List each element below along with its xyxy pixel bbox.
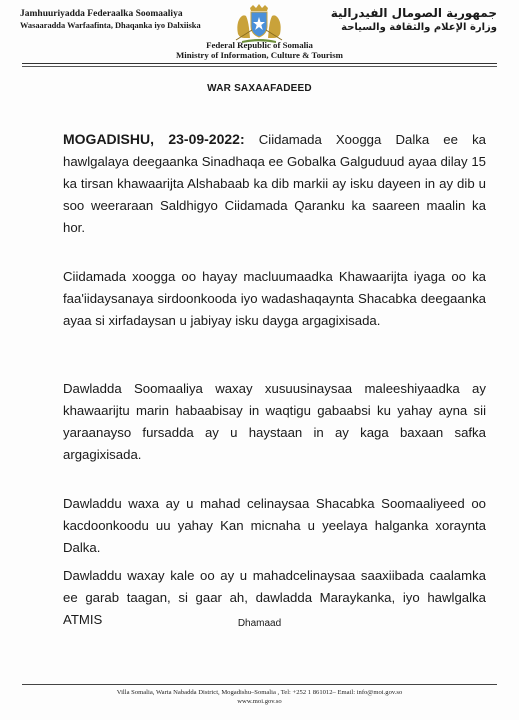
paragraph-2: Ciidamada xoogga oo hayay macluumaadka Khawaarijta iyaga oo ka faa'iidaysanaya sirdoonkooda iyo wadashaqaynta Shacabka deegaanka ayaa si xirfadaysan u jabiyay isku dayga argagixisada. <box>63 269 486 328</box>
letterhead-arabic <box>297 6 497 34</box>
letterhead-somali <box>20 8 220 31</box>
letterhead-english <box>0 40 519 60</box>
header-divider <box>22 63 497 64</box>
header-divider-thin <box>22 66 497 67</box>
letterhead-english-line1: Federal Republic of Somalia <box>206 40 313 50</box>
letterhead-arabic-line1: جمهورية الصومال الفيدرالية <box>330 6 497 20</box>
letterhead-somali-line1: Jamhuuriyadda Federaalka Soomaaliya <box>20 9 183 19</box>
footer <box>0 688 519 706</box>
paragraph-1 <box>63 128 486 239</box>
paragraph-1-text: Ciidamada Xoogga Dalka ee ka hawlgalaya deegaanka Sinadhaqa ee Gobalka Galguduud ayaa dilay 15 ka tirsan khawaarijta Alshabaab ka dib markii ay isku dayeen in ay dib u soo weeraraan Saldhigyo Ciidamada Qaranku ka saareen maalin ka hor. <box>63 132 487 235</box>
document-title: WAR SAXAAFADEED <box>207 83 312 94</box>
letterhead-english-line2: Ministry of Information, Culture & Tourism <box>176 50 343 60</box>
paragraph-3: Dawladda Soomaaliya waxay xusuusinaysaa maleeshiyaadka ay khawaarijtu marin habaabisay in waqtigu gabaabsi ku yahay ayna sii yaraanayso fursadda ay u haystaan in ay kaga baxaan safka argagixisada. <box>63 381 486 462</box>
somalia-coat-of-arms-emblem <box>230 4 288 44</box>
footer-divider <box>22 684 497 685</box>
letterhead-somali-line2: Wasaaradda Warfaafinta, Dhaqanka iyo Dalxiiska <box>20 21 201 30</box>
dateline: MOGADISHU, 23-09-2022: <box>63 131 245 147</box>
paragraph-4: Dawladdu waxa ay u mahad celinaysaa Shacabka Soomaaliyeed oo kacdoonkoodu uu yahay Kan micnaha u yeelaya halganka xoraynta Dalka. <box>63 496 486 555</box>
paragraph-5: Dawladdu waxay kale oo ay u mahadcelinaysaa saaxiibada caalamka ee garab taagan, si gaar ah, dawladda Maraykanka, iyo hawlgalka ATMIS <box>63 568 486 627</box>
footer-website: www.moi.gov.so <box>237 698 282 705</box>
closing-mark: Dhamaad <box>237 618 282 629</box>
letterhead-arabic-line2: وزارة الإعلام والثقافة والسياحة <box>341 22 497 33</box>
footer-address: Villa Somalia, Warta Nabadda District, Mogadishu–Somalia , Tel: +252 1 861012– Email: info@moi.gov.so <box>116 689 403 696</box>
